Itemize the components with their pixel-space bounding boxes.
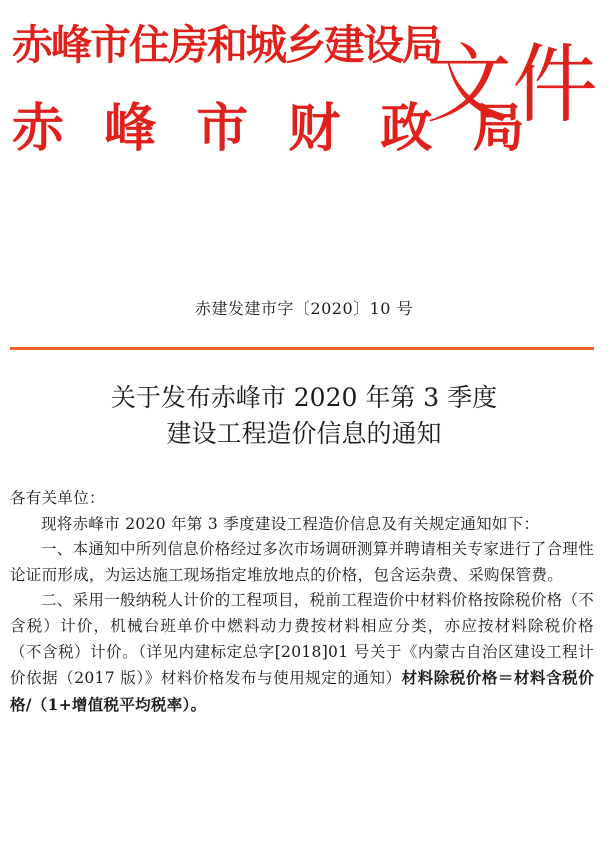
document-body — [10, 486, 594, 718]
document-word: 文件 — [426, 35, 598, 135]
title-line-2: 建设工程造价信息的通知 — [166, 419, 442, 448]
item-2-formula: 材料除税价格＝材料含税价格/（1+增值税平均税率）。 — [10, 668, 594, 714]
document-title — [0, 380, 608, 452]
item-2-text: 二、采用一般纳税人计价的工程项目，税前工程造价中材料价格按除税价格（不含税）计价，机械台班单价中燃料动力费按材料相应分类，亦应按材料除税价格（不含税）计价。（详见内建标定总字[2018]01 号关于《内蒙古自治区建设工程计价依据（2017 版）》材料价格发布与使用规定的通知） — [10, 591, 595, 688]
title-line-1: 关于发布赤峰市 2020 年第 3 季度 — [110, 383, 498, 412]
header-divider — [10, 347, 594, 350]
item-1-paragraph: 一、本通知中所列信息价格经过多次市场调研测算并聘请相关专家进行了合理性论证而形成，为运达施工现场指定堆放地点的价格，包含运杂费、采购保管费。 — [10, 540, 595, 584]
issuer-finance-bureau: 赤 峰 市 财 政 局 — [12, 99, 536, 159]
intro-paragraph: 现将赤峰市 2020 年第 3 季度建设工程造价信息及有关规定通知如下： — [41, 514, 540, 533]
item-2-paragraph — [10, 588, 594, 718]
issuer-housing-bureau: 赤峰市住房和城乡建设局 — [12, 21, 441, 69]
salutation: 各有关单位： — [10, 489, 105, 507]
document-number: 赤建发建市字〔2020〕10 号 — [194, 299, 414, 318]
document-header — [0, 0, 608, 200]
